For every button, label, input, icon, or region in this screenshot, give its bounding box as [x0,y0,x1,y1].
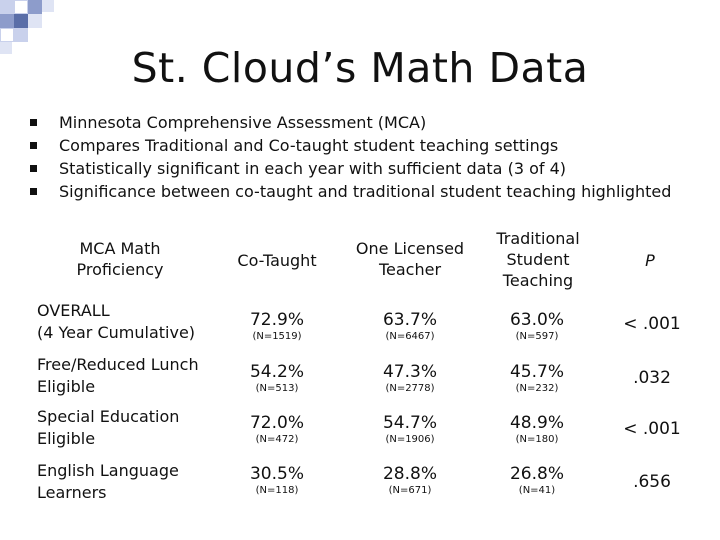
cell-p-value: .032 [633,368,671,388]
bullet-text: Compares Traditional and Co-taught student teaching settings [59,136,559,155]
cell-traditional: 63.0% (N=597) [509,310,564,342]
cell-cotaught: 72.9% (N=1519) [249,310,304,342]
cell-cotaught: 54.2% (N=513) [249,362,304,394]
bullet-text: Statistically significant in each year with sufficient data (3 of 4) [59,159,567,178]
bullet-item [30,134,710,157]
cell-traditional: 26.8% (N=41) [509,464,564,496]
header-co-taught: Co-Taught [237,251,317,270]
square-bullet-icon [30,165,37,172]
bullet-item [30,180,710,203]
cell-one-licensed: 28.8% (N=671) [382,464,437,496]
bullet-list [30,111,710,203]
square-bullet-icon [30,119,37,126]
bullet-item [30,157,710,180]
page-title: St. Cloud’s Math Data [131,44,589,92]
header-one-licensed-teacher: One Licensed Teacher [355,239,465,279]
cell-one-licensed: 47.3% (N=2778) [382,362,437,394]
cell-p-value: < .001 [623,314,681,334]
bullet-text: Significance between co-taught and traditional student teaching highlighted [59,182,672,201]
square-bullet-icon [30,188,37,195]
cell-p-value: .656 [633,472,671,492]
header-traditional-student-teaching: Traditional Student Teaching [496,229,580,290]
cell-cotaught: 72.0% (N=472) [249,413,304,445]
table-row-label: Free/Reduced Lunch Eligible [37,355,199,396]
cell-traditional: 45.7% (N=232) [509,362,564,394]
table-row-label: English Language Learners [37,461,179,502]
square-bullet-icon [30,142,37,149]
cell-p-value: < .001 [623,419,681,439]
bullet-item [30,111,710,134]
bullet-text: Minnesota Comprehensive Assessment (MCA) [59,113,427,132]
cell-traditional: 48.9% (N=180) [509,413,564,445]
cell-one-licensed: 54.7% (N=1906) [382,413,437,445]
header-mca-math-proficiency: MCA Math Proficiency [76,239,164,279]
cell-cotaught: 30.5% (N=118) [249,464,304,496]
header-p-value: P [645,251,655,270]
table-row-label: Special Education Eligible [37,407,180,448]
table-row-label: OVERALL (4 Year Cumulative) [37,301,196,342]
cell-one-licensed: 63.7% (N=6467) [382,310,437,342]
